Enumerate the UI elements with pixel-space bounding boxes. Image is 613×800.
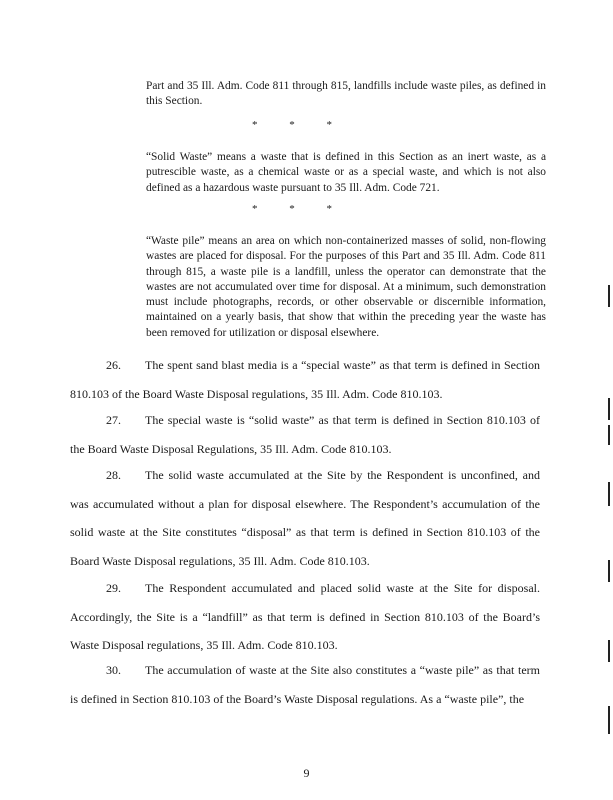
revision-bar bbox=[608, 285, 610, 307]
star: * bbox=[252, 119, 258, 131]
paragraph-number: 28. bbox=[106, 468, 121, 482]
page-number: 9 bbox=[303, 766, 310, 780]
paragraph-number: 27. bbox=[106, 413, 121, 427]
ellipsis-stars bbox=[252, 119, 332, 131]
revision-bar bbox=[608, 560, 610, 582]
star: * bbox=[326, 119, 332, 131]
quoted-definition-waste-pile: “Waste pile” means an area on which non-containerized masses of solid, non-flowing wastes are placed for disposal. For the purposes of this Part and 35 Ill. Adm. Code 811 through 815, a waste pile is a landfill, unless the operator can demonstrate that the wastes are not accumulated over time for disposal. At a minimum, such demonstration must include photographs, records, or other observable or discernible information, maintained on a yearly basis, that show that within the preceding year the waste has been removed for utilization or disposal elsewhere. bbox=[146, 235, 546, 339]
paragraph-text: The accumulation of waste at the Site also constitutes a “waste pile” as that term is defined in Section 810.103 of the Board’s Waste Disposal regulations. As a “waste pile”, the bbox=[70, 663, 540, 706]
paragraph-number: 26. bbox=[106, 358, 121, 372]
paragraph-29 bbox=[70, 574, 540, 660]
revision-bar bbox=[608, 482, 610, 506]
star: * bbox=[252, 203, 258, 215]
paragraph-text: The solid waste accumulated at the Site by the Respondent is unconfined, and was accumulated without a plan for disposal elsewhere. The Respondent’s accumulation of the solid waste at the Site constitutes “disposal” as that term is defined in Section 810.103 of the Board Waste Disposal regulations, 35 Ill. Adm. Code 810.103. bbox=[70, 468, 540, 568]
paragraph-26 bbox=[70, 351, 540, 408]
star: * bbox=[289, 119, 295, 131]
revision-bar bbox=[608, 706, 610, 734]
paragraph-30 bbox=[70, 656, 540, 713]
star: * bbox=[289, 203, 295, 215]
quoted-definition-solid-waste: “Solid Waste” means a waste that is defined in this Section as an inert waste, as a putrescible waste, as a chemical waste or as a special waste, and which is not also defined as a hazardous waste pursuant to 35 Ill. Adm. Code 721. bbox=[146, 151, 546, 194]
paragraph-text: The special waste is “solid waste” as that term is defined in Section 810.103 of the Board Waste Disposal Regulations, 35 Ill. Adm. Code 810.103. bbox=[70, 413, 540, 456]
paragraph-number: 30. bbox=[106, 663, 121, 677]
star: * bbox=[326, 203, 332, 215]
revision-bar bbox=[608, 425, 610, 445]
paragraph-27 bbox=[70, 406, 540, 463]
revision-bar bbox=[608, 640, 610, 662]
revision-bar bbox=[608, 398, 610, 420]
paragraph-text: The spent sand blast media is a “special waste” as that term is defined in Section 810.103 of the Board Waste Disposal regulations, 35 Ill. Adm. Code 810.103. bbox=[70, 358, 540, 401]
paragraph-number: 29. bbox=[106, 581, 121, 595]
quoted-definition-landfill: Part and 35 Ill. Adm. Code 811 through 815, landfills include waste piles, as defined in this Section. bbox=[146, 80, 546, 108]
paragraph-28 bbox=[70, 461, 540, 575]
ellipsis-stars bbox=[252, 203, 332, 215]
paragraph-text: The Respondent accumulated and placed solid waste at the Site for disposal. Accordingly, the Site is a “landfill” as that term is defined in Section 810.103 of the Board’s Waste Disposal regulations, 35 Ill. Adm. Code 810.103. bbox=[70, 581, 540, 652]
